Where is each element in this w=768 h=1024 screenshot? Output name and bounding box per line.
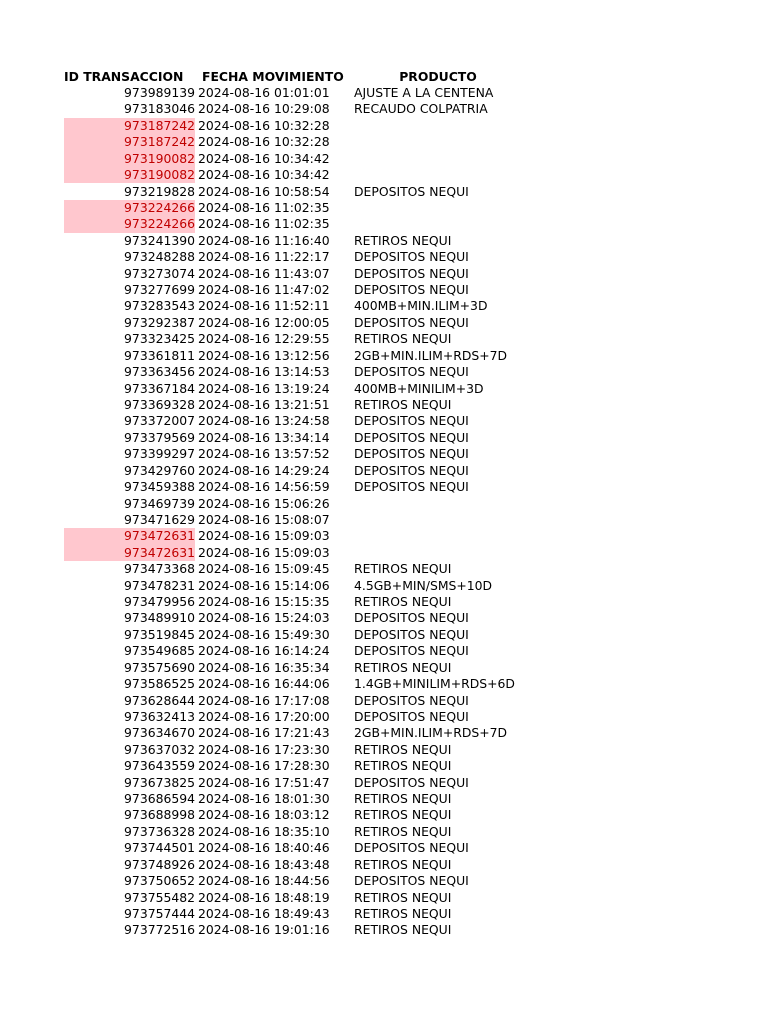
table-row: [0, 840, 768, 856]
cell-producto: DEPOSITOS NEQUI: [354, 610, 469, 626]
table-row: [0, 413, 768, 429]
table-row: [0, 430, 768, 446]
cell-fecha: 2024-08-16 18:48:19: [198, 889, 330, 905]
cell-producto: 400MB+MIN.ILIM+3D: [354, 298, 488, 314]
cell-fecha: 2024-08-16 16:35:34: [198, 659, 330, 675]
table-row: [0, 528, 768, 544]
cell-producto: [354, 512, 554, 528]
cell-fecha: 2024-08-16 18:43:48: [198, 856, 330, 872]
table-row: [0, 134, 768, 150]
cell-producto: RETIROS NEQUI: [354, 889, 452, 905]
table-row: [0, 627, 768, 643]
cell-fecha: 2024-08-16 10:58:54: [198, 183, 330, 199]
cell-producto: DEPOSITOS NEQUI: [354, 643, 469, 659]
table-row: [0, 758, 768, 774]
cell-fecha: 2024-08-16 18:01:30: [198, 791, 330, 807]
cell-producto: DEPOSITOS NEQUI: [354, 462, 469, 478]
cell-producto: RETIROS NEQUI: [354, 561, 452, 577]
cell-producto: RETIROS NEQUI: [354, 594, 452, 610]
cell-id: 973292387: [124, 314, 195, 330]
cell-producto: RETIROS NEQUI: [354, 758, 452, 774]
cell-fecha: 2024-08-16 17:20:00: [198, 708, 330, 724]
cell-producto: RETIROS NEQUI: [354, 856, 452, 872]
cell-id: 973369328: [124, 396, 195, 412]
cell-producto: DEPOSITOS NEQUI: [354, 692, 469, 708]
cell-fecha: 2024-08-16 15:15:35: [198, 594, 330, 610]
cell-fecha: 2024-08-16 13:21:51: [198, 396, 330, 412]
cell-producto: DEPOSITOS NEQUI: [354, 282, 469, 298]
table-row: [0, 496, 768, 512]
cell-fecha: 2024-08-16 11:02:35: [198, 199, 330, 215]
cell-id: 973989139: [124, 85, 195, 100]
table-row: [0, 331, 768, 347]
cell-fecha: 2024-08-16 11:02:35: [198, 216, 330, 232]
cell-fecha: 2024-08-16 12:00:05: [198, 314, 330, 330]
cell-id: 973643559: [124, 758, 195, 774]
table-row: [0, 807, 768, 823]
table-row: [0, 873, 768, 889]
cell-producto: RETIROS NEQUI: [354, 741, 452, 757]
cell-id-duplicate: 973190082: [64, 151, 195, 167]
cell-fecha: 2024-08-16 17:17:08: [198, 692, 330, 708]
table-row: [0, 594, 768, 610]
table-row: [0, 315, 768, 331]
table-row: [0, 922, 768, 938]
cell-fecha: 2024-08-16 11:47:02: [198, 282, 330, 298]
cell-producto: RETIROS NEQUI: [354, 396, 452, 412]
cell-id: 973219828: [124, 183, 195, 199]
cell-id: 973479956: [124, 594, 195, 610]
cell-id: 973686594: [124, 791, 195, 807]
table-row: [0, 709, 768, 725]
cell-id: 973283543: [124, 298, 195, 314]
table-row: [0, 381, 768, 397]
cell-fecha: 2024-08-16 17:28:30: [198, 758, 330, 774]
cell-id: 973241390: [124, 232, 195, 248]
cell-id: 973549685: [124, 643, 195, 659]
table-row: [0, 446, 768, 462]
cell-producto: DEPOSITOS NEQUI: [354, 446, 469, 462]
cell-producto: DEPOSITOS NEQUI: [354, 626, 469, 642]
cell-id: 973673825: [124, 774, 195, 790]
cell-producto: DEPOSITOS NEQUI: [354, 479, 469, 495]
cell-id: 973469739: [124, 495, 195, 511]
cell-fecha: 2024-08-16 19:01:16: [198, 922, 330, 938]
cell-fecha: 2024-08-16 17:21:43: [198, 725, 330, 741]
cell-producto: DEPOSITOS NEQUI: [354, 708, 469, 724]
cell-id: 973628644: [124, 692, 195, 708]
cell-id: 973459388: [124, 479, 195, 495]
header-row: [0, 69, 768, 85]
cell-id-duplicate: 973190082: [64, 167, 195, 183]
cell-id: 973471629: [124, 511, 195, 527]
cell-id: 973372007: [124, 413, 195, 429]
cell-id: 973748926: [124, 856, 195, 872]
cell-fecha: 2024-08-16 11:52:11: [198, 298, 330, 314]
table-row: [0, 545, 768, 561]
table-row: [0, 85, 768, 101]
table-row: [0, 660, 768, 676]
header-producto: PRODUCTO: [399, 68, 477, 84]
cell-producto: RETIROS NEQUI: [354, 331, 452, 347]
cell-id: 973632413: [124, 708, 195, 724]
table-row: [0, 233, 768, 249]
cell-fecha: 2024-08-16 15:24:03: [198, 610, 330, 626]
table-row: [0, 791, 768, 807]
cell-id: 973637032: [124, 741, 195, 757]
cell-fecha: 2024-08-16 18:40:46: [198, 840, 330, 856]
cell-id: 973323425: [124, 331, 195, 347]
table-row: [0, 512, 768, 528]
table-row: [0, 824, 768, 840]
table-row: [0, 118, 768, 134]
cell-fecha: 2024-08-16 18:44:56: [198, 873, 330, 889]
table-row: [0, 725, 768, 741]
cell-fecha: 2024-08-16 17:51:47: [198, 774, 330, 790]
cell-producto: 1.4GB+MINILIM+RDS+6D: [354, 676, 515, 692]
cell-fecha: 2024-08-16 10:32:28: [198, 134, 330, 150]
cell-producto: 2GB+MIN.ILIM+RDS+7D: [354, 725, 508, 741]
cell-producto: DEPOSITOS NEQUI: [354, 774, 469, 790]
cell-id: 973736328: [124, 823, 195, 839]
table-row: [0, 561, 768, 577]
table-row: [0, 298, 768, 314]
cell-fecha: 2024-08-16 13:14:53: [198, 364, 330, 380]
table-row: [0, 348, 768, 364]
cell-fecha: 2024-08-16 11:43:07: [198, 265, 330, 281]
header-fecha-movimiento: FECHA MOVIMIENTO: [202, 68, 344, 84]
cell-fecha: 2024-08-16 15:09:45: [198, 561, 330, 577]
cell-fecha: 2024-08-16 13:24:58: [198, 413, 330, 429]
cell-id-duplicate: 973187242: [64, 134, 195, 150]
cell-fecha: 2024-08-16 11:16:40: [198, 232, 330, 248]
table-row: [0, 200, 768, 216]
table-row: [0, 167, 768, 183]
cell-producto: DEPOSITOS NEQUI: [354, 364, 469, 380]
cell-producto: [354, 167, 554, 183]
cell-id: 973183046: [124, 101, 195, 117]
table-row: [0, 249, 768, 265]
table-row: [0, 906, 768, 922]
cell-id: 973757444: [124, 906, 195, 921]
cell-producto: RETIROS NEQUI: [354, 906, 452, 921]
cell-producto: RECAUDO COLPATRIA: [354, 101, 488, 117]
cell-fecha: 2024-08-16 10:32:28: [198, 117, 330, 133]
table-row: [0, 676, 768, 692]
cell-id: 973478231: [124, 577, 195, 593]
cell-id: 973367184: [124, 380, 195, 396]
cell-producto: AJUSTE A LA CENTENA: [354, 85, 494, 100]
cell-fecha: 2024-08-16 13:57:52: [198, 446, 330, 462]
cell-producto: [354, 118, 554, 134]
table-row: [0, 890, 768, 906]
cell-producto: RETIROS NEQUI: [354, 791, 452, 807]
cell-fecha: 2024-08-16 10:34:42: [198, 167, 330, 183]
cell-id: 973429760: [124, 462, 195, 478]
cell-id-duplicate: 973187242: [64, 118, 195, 134]
cell-id: 973273074: [124, 265, 195, 281]
table-row: [0, 643, 768, 659]
cell-producto: [354, 496, 554, 512]
cell-fecha: 2024-08-16 10:34:42: [198, 150, 330, 166]
table-row: [0, 463, 768, 479]
cell-id: 973688998: [124, 807, 195, 823]
table-row: [0, 578, 768, 594]
cell-producto: 2GB+MIN.ILIM+RDS+7D: [354, 347, 508, 363]
table-row: [0, 479, 768, 495]
cell-fecha: 2024-08-16 14:56:59: [198, 479, 330, 495]
cell-id: 973473368: [124, 561, 195, 577]
cell-producto: DEPOSITOS NEQUI: [354, 183, 469, 199]
cell-fecha: 2024-08-16 16:44:06: [198, 676, 330, 692]
cell-producto: DEPOSITOS NEQUI: [354, 314, 469, 330]
cell-fecha: 2024-08-16 18:49:43: [198, 906, 330, 921]
cell-fecha: 2024-08-16 17:23:30: [198, 741, 330, 757]
cell-producto: 4.5GB+MIN/SMS+10D: [354, 577, 493, 593]
cell-producto: [354, 545, 554, 561]
cell-fecha: 2024-08-16 13:12:56: [198, 347, 330, 363]
cell-producto: DEPOSITOS NEQUI: [354, 873, 469, 889]
cell-id: 973379569: [124, 429, 195, 445]
table-row: [0, 364, 768, 380]
cell-producto: RETIROS NEQUI: [354, 659, 452, 675]
cell-id-duplicate: 973472631: [64, 545, 195, 561]
cell-id: 973772516: [124, 922, 195, 938]
cell-fecha: 2024-08-16 15:09:03: [198, 544, 330, 560]
table-row: [0, 742, 768, 758]
table-row: [0, 693, 768, 709]
cell-fecha: 2024-08-16 01:01:01: [198, 85, 330, 100]
cell-fecha: 2024-08-16 13:34:14: [198, 429, 330, 445]
header-id-transaccion: ID TRANSACCION: [64, 68, 184, 84]
cell-producto: 400MB+MINILIM+3D: [354, 380, 484, 396]
cell-fecha: 2024-08-16 13:19:24: [198, 380, 330, 396]
cell-producto: [354, 216, 554, 232]
table-row: [0, 266, 768, 282]
table-row: [0, 184, 768, 200]
cell-id: 973399297: [124, 446, 195, 462]
cell-id: 973363456: [124, 364, 195, 380]
cell-id: 973755482: [124, 889, 195, 905]
cell-id: 973634670: [124, 725, 195, 741]
cell-fecha: 2024-08-16 16:14:24: [198, 643, 330, 659]
cell-producto: DEPOSITOS NEQUI: [354, 413, 469, 429]
table-row: [0, 775, 768, 791]
cell-fecha: 2024-08-16 15:49:30: [198, 626, 330, 642]
table-row: [0, 857, 768, 873]
cell-id: 973248288: [124, 249, 195, 265]
table-row: [0, 216, 768, 232]
cell-producto: RETIROS NEQUI: [354, 232, 452, 248]
cell-id: 973575690: [124, 659, 195, 675]
cell-fecha: 2024-08-16 15:08:07: [198, 511, 330, 527]
cell-fecha: 2024-08-16 15:09:03: [198, 528, 330, 544]
table-row: [0, 397, 768, 413]
cell-id: 973277699: [124, 282, 195, 298]
cell-producto: DEPOSITOS NEQUI: [354, 265, 469, 281]
cell-producto: [354, 200, 554, 216]
cell-fecha: 2024-08-16 18:35:10: [198, 823, 330, 839]
cell-producto: DEPOSITOS NEQUI: [354, 840, 469, 856]
cell-id: 973586525: [124, 676, 195, 692]
cell-fecha: 2024-08-16 15:14:06: [198, 577, 330, 593]
cell-producto: DEPOSITOS NEQUI: [354, 249, 469, 265]
cell-producto: [354, 151, 554, 167]
cell-producto: [354, 134, 554, 150]
cell-id-duplicate: 973472631: [64, 528, 195, 544]
cell-fecha: 2024-08-16 18:03:12: [198, 807, 330, 823]
cell-id: 973361811: [124, 347, 195, 363]
cell-id-duplicate: 973224266: [64, 200, 195, 216]
cell-producto: DEPOSITOS NEQUI: [354, 429, 469, 445]
cell-fecha: 2024-08-16 12:29:55: [198, 331, 330, 347]
cell-id: 973750652: [124, 873, 195, 889]
cell-fecha: 2024-08-16 15:06:26: [198, 495, 330, 511]
table-row: [0, 282, 768, 298]
table-row: [0, 610, 768, 626]
cell-id-duplicate: 973224266: [64, 216, 195, 232]
cell-fecha: 2024-08-16 11:22:17: [198, 249, 330, 265]
cell-id: 973519845: [124, 626, 195, 642]
cell-fecha: 2024-08-16 10:29:08: [198, 101, 330, 117]
cell-id: 973489910: [124, 610, 195, 626]
cell-fecha: 2024-08-16 14:29:24: [198, 462, 330, 478]
cell-id: 973744501: [124, 840, 195, 856]
cell-producto: RETIROS NEQUI: [354, 922, 452, 938]
cell-producto: RETIROS NEQUI: [354, 807, 452, 823]
table-row: [0, 101, 768, 117]
cell-producto: RETIROS NEQUI: [354, 823, 452, 839]
table-row: [0, 151, 768, 167]
cell-producto: [354, 528, 554, 544]
